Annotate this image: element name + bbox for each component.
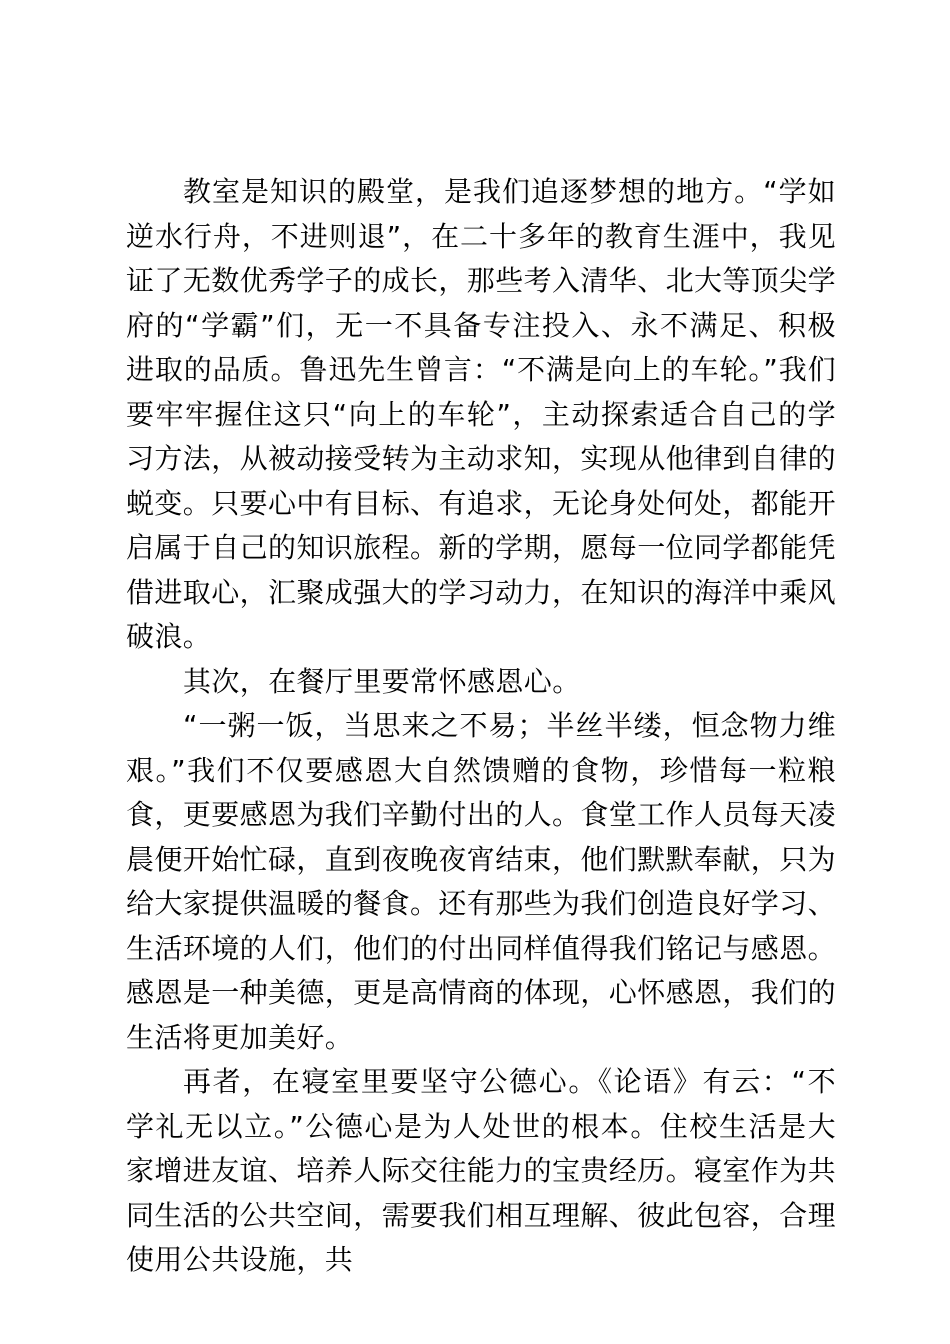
- document-body: [126, 170, 836, 1283]
- paragraph-dormitory: 再者，在寝室里要坚守公德心。《论语》有云：“不学礼无以立。”公德心是为人处世的根本。住校生活是大家增进友谊、培养人际交往能力的宝贵经历。寝室作为共同生活的公共空间，需要我们相互理解、彼此包容，合理使用公共设施，共: [126, 1065, 837, 1276]
- paragraph-dining-heading: 其次，在餐厅里要常怀感恩心。: [183, 664, 581, 698]
- paragraph-classroom: 教室是知识的殿堂，是我们追逐梦想的地方。“学如逆水行舟，不进则退”，在二十多年的教育生涯中，我见证了无数优秀学子的成长，那些考入清华、北大等顶尖学府的“学霸”们，无一不具备专注投入、永不满足、积极进取的品质。鲁迅先生曾言：“不满是向上的车轮。”我们要牢牢握住这只“向上的车轮”，主动探索适合自己的学习方法，从被动接受转为主动求知，实现从他律到自律的蜕变。只要心中有目标、有追求，无论身处何处，都能开启属于自己的知识旅程。新的学期，愿每一位同学都能凭借进取心，汇聚成强大的学习动力，在知识的海洋中乘风破浪。: [126, 175, 837, 653]
- paragraph-gratitude: “一粥一饭，当思来之不易；半丝半缕，恒念物力维艰。”我们不仅要感恩大自然馈赠的食物，珍惜每一粒粮食，更要感恩为我们辛勤付出的人。食堂工作人员每天凌晨便开始忙碌，直到夜晚夜宵结束，他们默默奉献，只为给大家提供温暖的餐食。还有那些为我们创造良好学习、生活环境的人们，他们的付出同样值得我们铭记与感恩。感恩是一种美德，更是高情商的体现，心怀感恩，我们的生活将更加美好。: [126, 709, 837, 1054]
